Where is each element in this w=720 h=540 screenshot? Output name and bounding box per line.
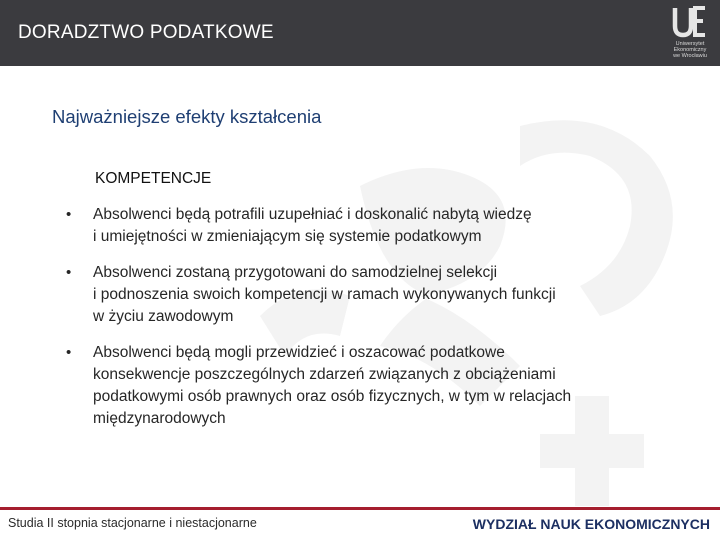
bullet-dot-icon: • — [66, 206, 72, 223]
logo-text-line-3: we Wrocławiu — [673, 53, 707, 59]
bullet-list — [66, 204, 686, 444]
footer-study-mode: Studia II stopnia stacjonarne i niestacjonarne — [8, 516, 257, 530]
logo-text-line-2: Ekonomiczny — [673, 47, 707, 53]
header-bar — [0, 0, 720, 66]
bullet-line: i umiejętności w zmieniającym się systemie podatkowym — [93, 228, 482, 245]
bullet-line: Absolwenci będą potrafili uzupełniać i doskonalić nabytą wiedzę — [93, 206, 532, 223]
header-title: DORADZTWO PODATKOWE — [18, 22, 274, 43]
bullet-line: Absolwenci zostaną przygotowani do samodzielnej selekcji — [93, 264, 498, 281]
footer-divider — [0, 507, 720, 510]
logo-text-line-1: Uniwersytet — [675, 41, 705, 47]
bullet-line: podatkowymi osób prawnych oraz osób fizycznych, w tym w relacjach — [93, 388, 572, 405]
bullet-line: konsekwencje poszczególnych zdarzeń związanych z obciążeniami — [93, 366, 556, 383]
section-label: KOMPETENCJE — [95, 170, 212, 187]
bullet-line: i podnoszenia swoich kompetencji w ramach wykonywanych funkcji — [93, 286, 556, 303]
bullet-item — [66, 262, 686, 328]
bullet-dot-icon: • — [66, 264, 72, 281]
ue-logo — [668, 6, 712, 62]
bullet-dot-icon: • — [66, 344, 72, 361]
footer-faculty: WYDZIAŁ NAUK EKONOMICZNYCH — [472, 516, 710, 532]
bullet-item — [66, 204, 686, 248]
bullet-line: w życiu zawodowym — [93, 308, 234, 325]
bullet-line: międzynarodowych — [93, 410, 226, 427]
slide-subtitle: Najważniejsze efekty kształcenia — [52, 106, 322, 127]
bullet-item — [66, 342, 686, 430]
bullet-line: Absolwenci będą mogli przewidzieć i oszacować podatkowe — [93, 344, 505, 361]
ue-logo-icon — [672, 6, 708, 38]
